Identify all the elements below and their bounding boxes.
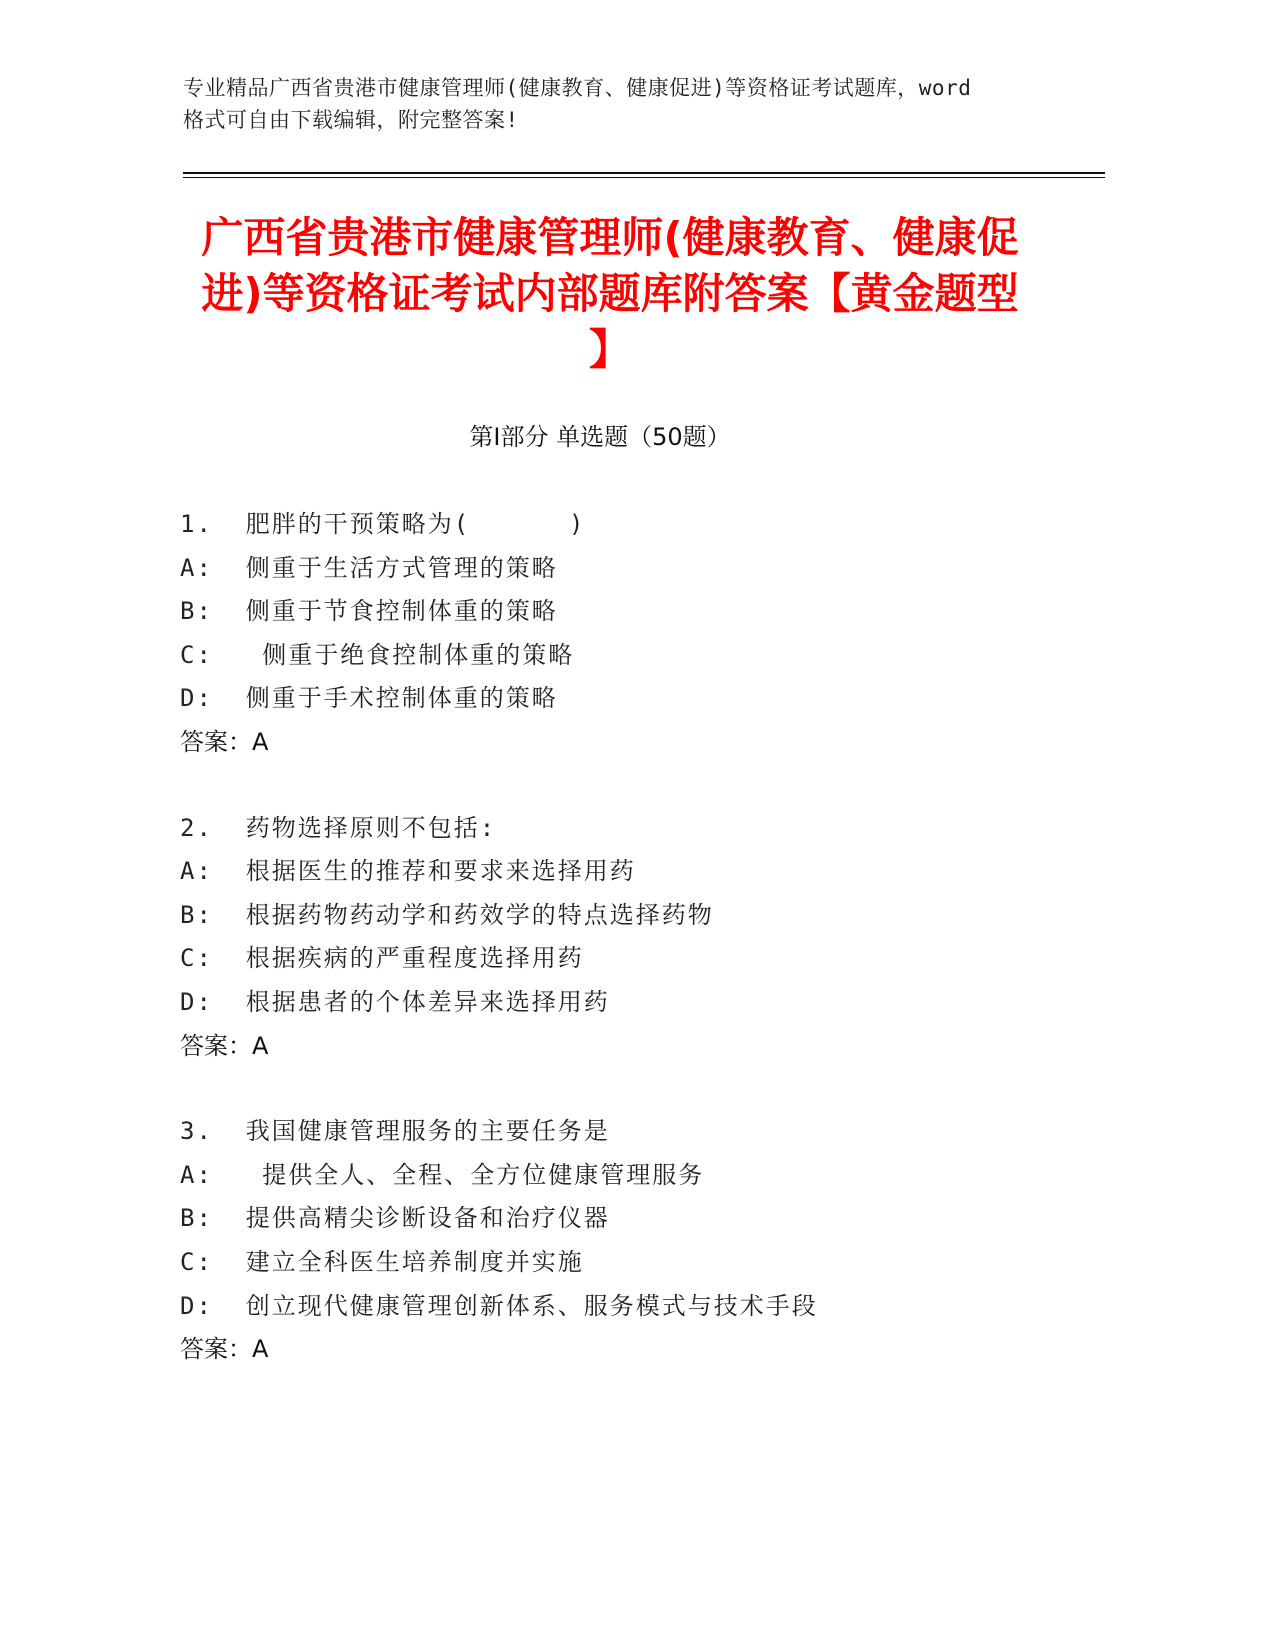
question-1 [180,503,1080,765]
header-note-line-1: 专业精品广西省贵港市健康管理师(健康教育、健康促进)等资格证考试题库，word [183,76,972,100]
option-a: A: 提供全人、全程、全方位健康管理服务 [180,1160,705,1189]
option-c: C: 根据疾病的严重程度选择用药 [180,944,584,973]
option-a: A: 根据医生的推荐和要求来选择用药 [180,857,636,886]
option-c: C: 侧重于绝食控制体重的策略 [180,640,575,669]
section-title: 第Ⅰ部分 单选题（50题） [469,423,731,451]
answer: 答案：A [180,1335,269,1364]
option-b: B: 提供高精尖诊断设备和治疗仪器 [180,1204,610,1233]
document-title-line-1: 广西省贵港市健康管理师(健康教育、健康促 [201,213,1019,262]
question-stem: 3. 我国健康管理服务的主要任务是 [180,1117,610,1146]
answer: 答案：A [180,1031,269,1060]
document-title-line-2: 进)等资格证考试内部题库附答案【黄金题型 [201,269,1019,318]
option-b: B: 根据药物药动学和药效学的特点选择药物 [180,900,714,929]
option-d: D: 创立现代健康管理创新体系、服务模式与技术手段 [180,1291,818,1320]
question-3 [180,1110,1080,1372]
question-stem: 2. 药物选择原则不包括: [180,813,497,842]
header-rule-thin [183,177,1105,178]
option-a: A: 侧重于生活方式管理的策略 [180,553,558,582]
header-rule-thick [183,172,1105,174]
header-note-line-2: 格式可自由下载编辑，附完整答案! [183,108,519,132]
option-c: C: 建立全科医生培养制度并实施 [180,1247,584,1276]
answer: 答案：A [180,727,269,756]
question-stem: 1. 肥胖的干预策略为( ) [180,510,586,538]
question-list [180,503,1080,1414]
header-note [183,72,1083,136]
option-d: D: 根据患者的个体差异来选择用药 [180,987,610,1016]
option-d: D: 侧重于手术控制体重的策略 [180,684,558,713]
question-2 [180,807,1080,1069]
document-title-line-3: 】 [588,325,631,374]
option-b: B: 侧重于节食控制体重的策略 [180,597,558,626]
document-title [180,210,1040,378]
